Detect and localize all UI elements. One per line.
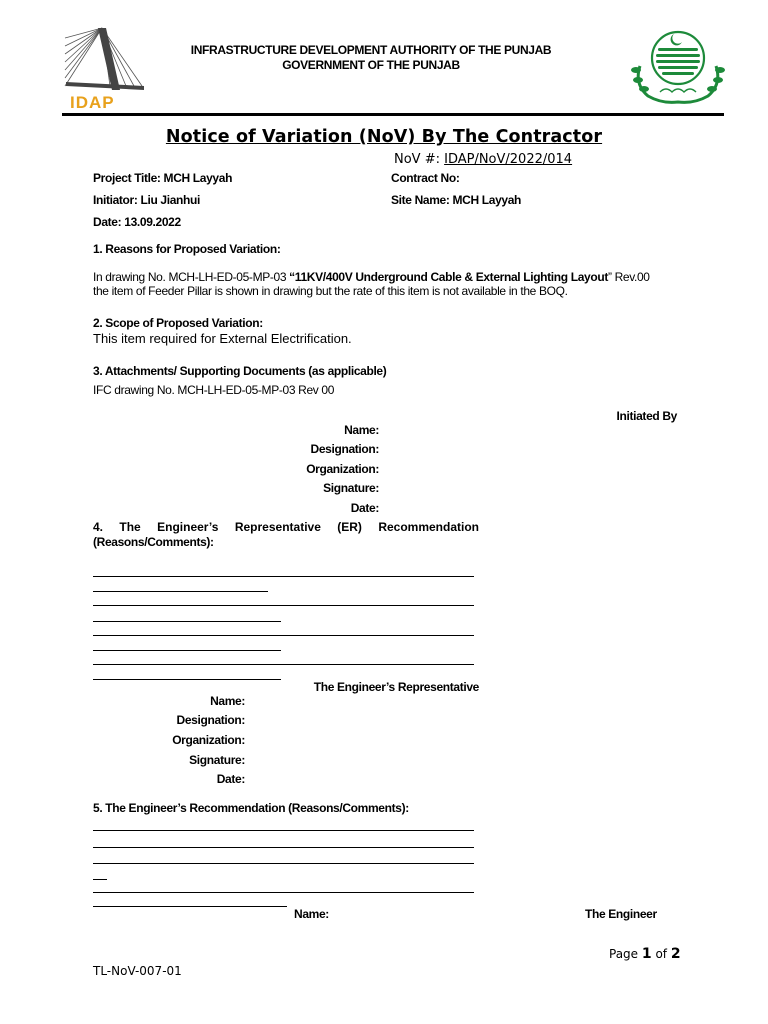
section4-word: (ER) <box>337 520 362 534</box>
er-comment-line <box>93 591 268 592</box>
er-designation-label: Designation: <box>176 713 245 727</box>
section4-heading <box>93 520 479 534</box>
section5-heading: 5. The Engineer’s Recommendation (Reasons/Comments): <box>93 801 409 815</box>
site-name: Site Name: MCH Layyah <box>391 193 522 207</box>
engineer-comment-line <box>93 906 287 907</box>
er-comment-line <box>93 635 474 636</box>
initiated-name-label: Name: <box>344 423 379 437</box>
er-date-label: Date: <box>216 772 245 786</box>
section4-heading-line2: (Reasons/Comments): <box>93 535 214 549</box>
er-comment-line <box>93 664 474 665</box>
nov-value: IDAP/NoV/2022/014 <box>444 152 573 167</box>
punjab-emblem-icon <box>626 26 730 106</box>
page-number <box>609 946 681 962</box>
section1-text-bold: “11KV/400V Underground Cable & External Lighting Layout <box>289 270 608 284</box>
initiated-by-heading: Initiated By <box>616 409 677 423</box>
section1-text-b: ” Rev.00 <box>607 270 650 284</box>
section4-word: Engineer’s <box>157 520 219 534</box>
engineer-comment-line <box>93 830 474 831</box>
section2-text: This item required for External Electrification. <box>93 331 352 346</box>
section4-word: The <box>119 520 141 534</box>
er-comment-line <box>93 650 281 651</box>
initiated-signature-label: Signature: <box>323 481 379 495</box>
nov-number <box>394 152 572 167</box>
section1-text-a: In drawing No. MCH-LH-ED-05-MP-03 <box>93 270 290 284</box>
project-title: Project Title: MCH Layyah <box>93 171 233 185</box>
section3-text: IFC drawing No. MCH-LH-ED-05-MP-03 Rev 00 <box>93 383 335 397</box>
form-code: TL-NoV-007-01 <box>93 964 182 978</box>
page-word: Page <box>609 947 642 961</box>
section4-word: 4. <box>93 520 104 534</box>
engineer-comment-line <box>93 879 107 880</box>
initiated-designation-label: Designation: <box>310 442 379 456</box>
idap-logo <box>62 24 146 112</box>
er-comment-line <box>93 576 474 577</box>
nov-label: NoV #: <box>394 152 445 167</box>
idap-logo-text: IDAP <box>70 93 115 112</box>
er-comment-line <box>93 621 281 622</box>
header-government: GOVERNMENT OF THE PUNJAB <box>282 58 460 72</box>
header-authority: INFRASTRUCTURE DEVELOPMENT AUTHORITY OF THE PUNJAB <box>190 43 552 57</box>
initiated-date-label: Date: <box>350 501 379 515</box>
section4-word: Recommendation <box>378 520 479 534</box>
engineer-signoff: The Engineer <box>585 907 657 921</box>
date: Date: 13.09.2022 <box>93 215 181 229</box>
header-rule <box>62 113 724 116</box>
engineer-name-label: Name: <box>294 907 329 921</box>
page-current: 1 <box>641 946 652 962</box>
page-of: of <box>651 947 671 961</box>
section2-heading: 2. Scope of Proposed Variation: <box>93 316 263 330</box>
engineer-comment-line <box>93 863 474 864</box>
initiator: Initiator: Liu Jianhui <box>93 193 200 207</box>
section4-word: Representative <box>234 520 321 534</box>
initiated-organization-label: Organization: <box>306 462 379 476</box>
er-name-label: Name: <box>210 694 245 708</box>
section1-heading: 1. Reasons for Proposed Variation: <box>93 242 281 256</box>
section3-heading: 3. Attachments/ Supporting Documents (as applicable) <box>93 364 387 378</box>
er-comment-line <box>93 679 281 680</box>
page-title: Notice of Variation (NoV) By The Contractor <box>165 127 603 147</box>
engineer-comment-line <box>93 892 474 893</box>
contract-no: Contract No: <box>391 171 460 185</box>
er-signature-label: Signature: <box>189 753 245 767</box>
er-signoff: The Engineer’s Representative <box>313 680 479 694</box>
engineer-comment-line <box>93 847 474 848</box>
er-organization-label: Organization: <box>172 733 245 747</box>
section1-text <box>93 270 650 298</box>
section1-text-line2: the item of Feeder Pillar is shown in drawing but the rate of this item is not available in the BOQ. <box>93 284 568 298</box>
page-total: 2 <box>670 946 681 962</box>
er-comment-line <box>93 605 474 606</box>
